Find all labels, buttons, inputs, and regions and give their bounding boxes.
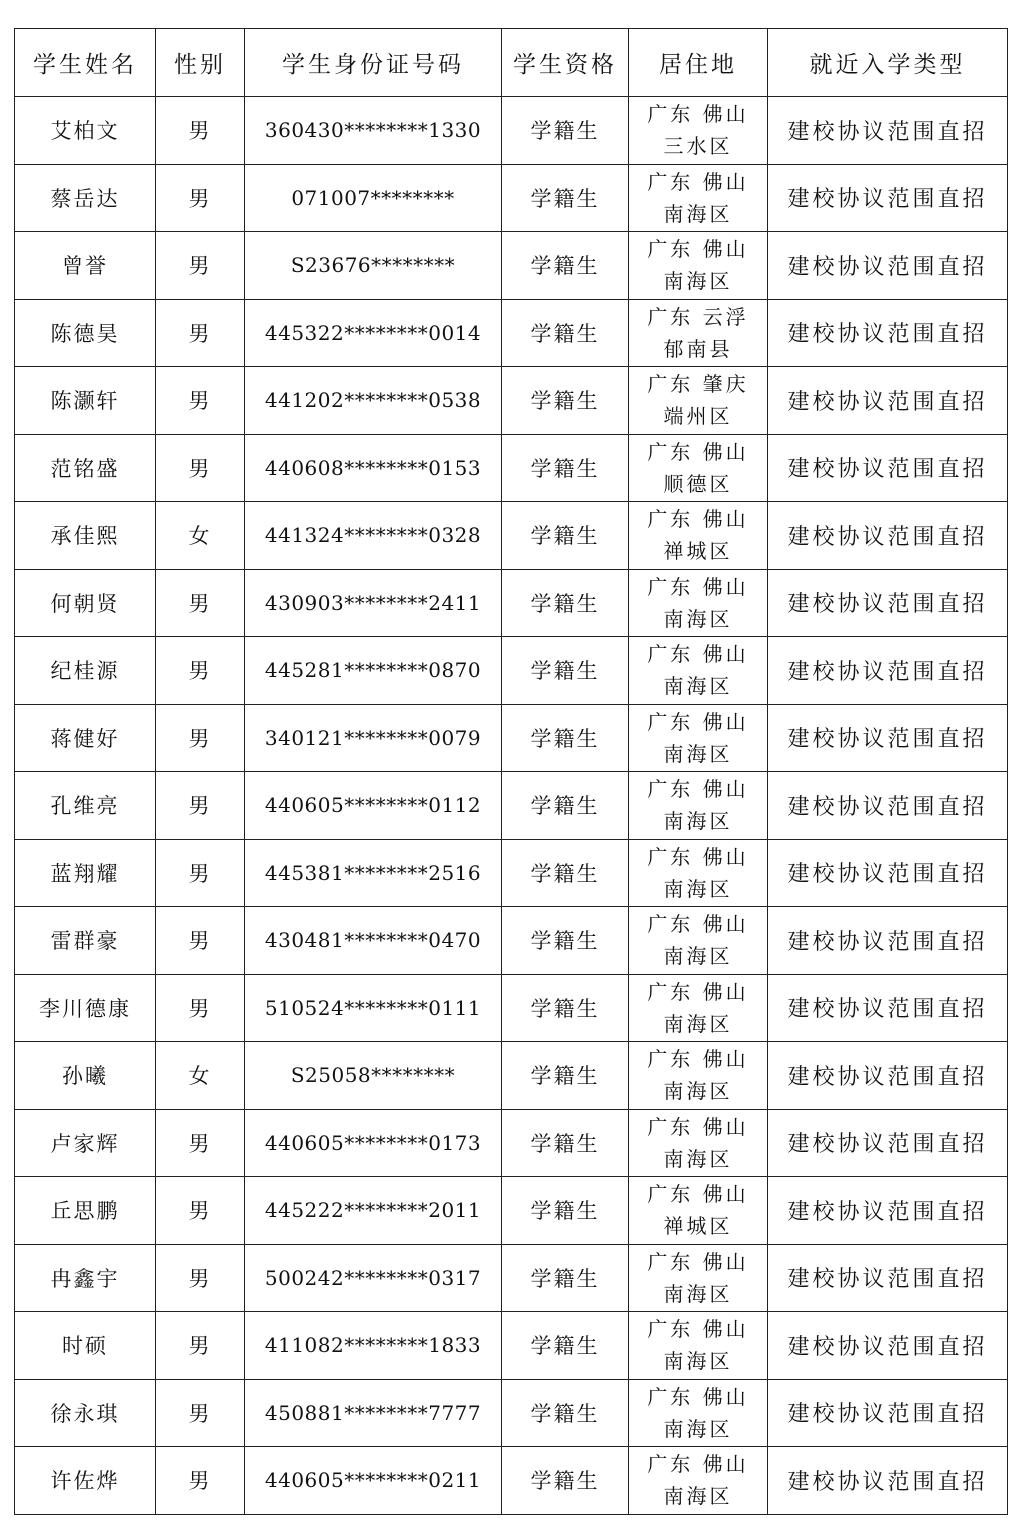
residence-line-1: 广东 佛山 [647,912,749,937]
residence-line-1: 广东 佛山 [647,507,749,532]
residence-line-1: 广东 佛山 [647,102,749,127]
cell-id-number: S25058******** [245,1042,502,1110]
cell-id-number: 445281********0870 [245,637,502,705]
table-row [15,97,1008,165]
cell-student-name: 承佳熙 [15,502,156,570]
cell-residence [629,1109,768,1177]
cell-residence [629,907,768,975]
residence-line-1: 广东 佛山 [647,642,749,667]
cell-student-name: 范铭盛 [15,434,156,502]
cell-enrollment-type: 建校协议范围直招 [768,637,1008,705]
table-row [15,1109,1008,1177]
cell-student-status: 学籍生 [502,434,629,502]
cell-residence [629,1447,768,1515]
cell-student-name: 蔡岳达 [15,164,156,232]
cell-residence [629,164,768,232]
table-row [15,974,1008,1042]
cell-gender: 男 [156,97,245,165]
table-row [15,164,1008,232]
cell-gender: 男 [156,637,245,705]
cell-id-number: S23676******** [245,232,502,300]
cell-gender: 男 [156,704,245,772]
header-id-number: 学生身份证号码 [245,29,502,97]
cell-student-name: 艾柏文 [15,97,156,165]
table-row [15,1177,1008,1245]
cell-enrollment-type: 建校协议范围直招 [768,164,1008,232]
cell-id-number: 430903********2411 [245,569,502,637]
cell-student-status: 学籍生 [502,704,629,772]
table-row [15,299,1008,367]
cell-id-number: 445222********2011 [245,1177,502,1245]
cell-student-name: 蒋健好 [15,704,156,772]
residence-line-2: 三水区 [663,134,733,159]
cell-student-status: 学籍生 [502,1042,629,1110]
table-row [15,907,1008,975]
cell-id-number: 430481********0470 [245,907,502,975]
residence-line-1: 广东 佛山 [647,574,749,599]
cell-residence [629,299,768,367]
residence-line-2: 南海区 [663,1281,733,1306]
residence-line-1: 广东 佛山 [647,1047,749,1072]
cell-enrollment-type: 建校协议范围直招 [768,434,1008,502]
cell-id-number: 440605********0211 [245,1447,502,1515]
residence-line-2: 南海区 [663,944,733,969]
cell-enrollment-type: 建校协议范围直招 [768,839,1008,907]
residence-line-2: 南海区 [663,606,733,631]
cell-student-name: 蓝翔耀 [15,839,156,907]
table-row [15,1042,1008,1110]
cell-student-status: 学籍生 [502,1447,629,1515]
header-student-status: 学生资格 [502,29,629,97]
cell-student-name: 雷群豪 [15,907,156,975]
residence-line-2: 南海区 [663,1416,733,1441]
cell-residence [629,839,768,907]
residence-line-1: 广东 佛山 [647,1317,749,1342]
cell-student-status: 学籍生 [502,232,629,300]
cell-enrollment-type: 建校协议范围直招 [768,1312,1008,1380]
cell-gender: 男 [156,1379,245,1447]
cell-enrollment-type: 建校协议范围直招 [768,704,1008,772]
residence-line-2: 南海区 [663,741,733,766]
cell-student-name: 何朝贤 [15,569,156,637]
cell-student-status: 学籍生 [502,637,629,705]
cell-student-name: 陈德昊 [15,299,156,367]
residence-line-2: 顺德区 [663,471,733,496]
cell-student-name: 丘思鹏 [15,1177,156,1245]
residence-line-2: 郁南县 [663,336,733,361]
cell-student-status: 学籍生 [502,97,629,165]
cell-id-number: 450881********7777 [245,1379,502,1447]
cell-residence [629,772,768,840]
cell-enrollment-type: 建校协议范围直招 [768,367,1008,435]
table-row [15,232,1008,300]
cell-residence [629,1379,768,1447]
cell-student-status: 学籍生 [502,1312,629,1380]
residence-line-1: 广东 佛山 [647,979,749,1004]
table-row [15,434,1008,502]
cell-residence [629,1042,768,1110]
header-residence: 居住地 [629,29,768,97]
cell-residence [629,974,768,1042]
cell-enrollment-type: 建校协议范围直招 [768,232,1008,300]
residence-line-2: 南海区 [663,876,733,901]
cell-residence [629,704,768,772]
cell-student-status: 学籍生 [502,569,629,637]
cell-student-status: 学籍生 [502,502,629,570]
cell-id-number: 440608********0153 [245,434,502,502]
cell-student-status: 学籍生 [502,1177,629,1245]
residence-line-2: 禅城区 [663,539,733,564]
residence-line-2: 南海区 [663,1146,733,1171]
header-row [15,29,1008,97]
cell-enrollment-type: 建校协议范围直招 [768,907,1008,975]
cell-student-status: 学籍生 [502,367,629,435]
residence-line-2: 南海区 [663,1011,733,1036]
cell-gender: 男 [156,299,245,367]
cell-gender: 男 [156,907,245,975]
cell-enrollment-type: 建校协议范围直招 [768,1109,1008,1177]
cell-student-status: 学籍生 [502,772,629,840]
residence-line-1: 广东 佛山 [647,1384,749,1409]
header-enrollment-type: 就近入学类型 [768,29,1008,97]
residence-line-2: 南海区 [663,1484,733,1509]
cell-residence [629,367,768,435]
table-body [15,97,1008,1515]
cell-id-number: 441324********0328 [245,502,502,570]
cell-residence [629,1177,768,1245]
residence-line-1: 广东 肇庆 [647,372,749,397]
cell-id-number: 510524********0111 [245,974,502,1042]
residence-line-1: 广东 佛山 [647,237,749,262]
residence-line-1: 广东 佛山 [647,169,749,194]
cell-enrollment-type: 建校协议范围直招 [768,1379,1008,1447]
residence-line-2: 南海区 [663,201,733,226]
cell-residence [629,434,768,502]
cell-enrollment-type: 建校协议范围直招 [768,1177,1008,1245]
cell-student-name: 孔维亮 [15,772,156,840]
cell-student-status: 学籍生 [502,1244,629,1312]
student-roster-table [14,28,1008,1515]
cell-residence [629,569,768,637]
cell-id-number: 440605********0112 [245,772,502,840]
table-row [15,367,1008,435]
cell-student-name: 纪桂源 [15,637,156,705]
residence-line-2: 南海区 [663,1349,733,1374]
header-gender: 性别 [156,29,245,97]
residence-line-2: 南海区 [663,1079,733,1104]
cell-student-status: 学籍生 [502,974,629,1042]
cell-id-number: 071007******** [245,164,502,232]
residence-line-1: 广东 佛山 [647,1452,749,1477]
cell-gender: 男 [156,164,245,232]
cell-student-name: 时硕 [15,1312,156,1380]
cell-id-number: 445381********2516 [245,839,502,907]
table-row [15,1379,1008,1447]
cell-gender: 男 [156,839,245,907]
header-student-name: 学生姓名 [15,29,156,97]
cell-gender: 女 [156,502,245,570]
cell-gender: 男 [156,1312,245,1380]
cell-student-status: 学籍生 [502,839,629,907]
residence-line-2: 南海区 [663,269,733,294]
cell-enrollment-type: 建校协议范围直招 [768,97,1008,165]
cell-id-number: 441202********0538 [245,367,502,435]
cell-student-name: 孙曦 [15,1042,156,1110]
cell-id-number: 360430********1330 [245,97,502,165]
cell-id-number: 411082********1833 [245,1312,502,1380]
cell-residence [629,1312,768,1380]
cell-enrollment-type: 建校协议范围直招 [768,974,1008,1042]
cell-gender: 男 [156,772,245,840]
cell-student-status: 学籍生 [502,907,629,975]
cell-gender: 男 [156,1177,245,1245]
cell-residence [629,502,768,570]
cell-residence [629,97,768,165]
cell-id-number: 445322********0014 [245,299,502,367]
residence-line-1: 广东 佛山 [647,844,749,869]
table-row [15,1312,1008,1380]
cell-gender: 男 [156,434,245,502]
cell-student-status: 学籍生 [502,1109,629,1177]
residence-line-2: 南海区 [663,809,733,834]
residence-line-1: 广东 佛山 [647,1114,749,1139]
table-header [15,29,1008,97]
cell-enrollment-type: 建校协议范围直招 [768,569,1008,637]
cell-gender: 男 [156,232,245,300]
table-row [15,839,1008,907]
cell-enrollment-type: 建校协议范围直招 [768,1244,1008,1312]
cell-student-name: 陈灏轩 [15,367,156,435]
residence-line-1: 广东 佛山 [647,439,749,464]
residence-line-2: 南海区 [663,674,733,699]
cell-gender: 男 [156,1109,245,1177]
table-row [15,772,1008,840]
cell-student-status: 学籍生 [502,164,629,232]
cell-gender: 男 [156,1447,245,1515]
table-row [15,1244,1008,1312]
residence-line-1: 广东 佛山 [647,1249,749,1274]
cell-enrollment-type: 建校协议范围直招 [768,1447,1008,1515]
cell-student-name: 卢家辉 [15,1109,156,1177]
cell-gender: 女 [156,1042,245,1110]
cell-id-number: 340121********0079 [245,704,502,772]
cell-student-name: 冉鑫宇 [15,1244,156,1312]
table-row [15,704,1008,772]
residence-line-1: 广东 佛山 [647,709,749,734]
cell-student-status: 学籍生 [502,299,629,367]
cell-student-status: 学籍生 [502,1379,629,1447]
table-row [15,569,1008,637]
cell-enrollment-type: 建校协议范围直招 [768,502,1008,570]
cell-enrollment-type: 建校协议范围直招 [768,1042,1008,1110]
residence-line-1: 广东 佛山 [647,1182,749,1207]
residence-line-1: 广东 佛山 [647,777,749,802]
cell-enrollment-type: 建校协议范围直招 [768,299,1008,367]
cell-id-number: 440605********0173 [245,1109,502,1177]
residence-line-1: 广东 云浮 [647,304,749,329]
cell-student-name: 李川德康 [15,974,156,1042]
residence-line-2: 禅城区 [663,1214,733,1239]
cell-residence [629,637,768,705]
cell-id-number: 500242********0317 [245,1244,502,1312]
cell-residence [629,232,768,300]
table-row [15,502,1008,570]
cell-gender: 男 [156,367,245,435]
cell-gender: 男 [156,569,245,637]
table-row [15,637,1008,705]
cell-student-name: 徐永琪 [15,1379,156,1447]
cell-gender: 男 [156,974,245,1042]
cell-residence [629,1244,768,1312]
cell-student-name: 曾誉 [15,232,156,300]
table-row [15,1447,1008,1515]
residence-line-2: 端州区 [663,404,733,429]
cell-gender: 男 [156,1244,245,1312]
cell-student-name: 许佐烨 [15,1447,156,1515]
cell-enrollment-type: 建校协议范围直招 [768,772,1008,840]
